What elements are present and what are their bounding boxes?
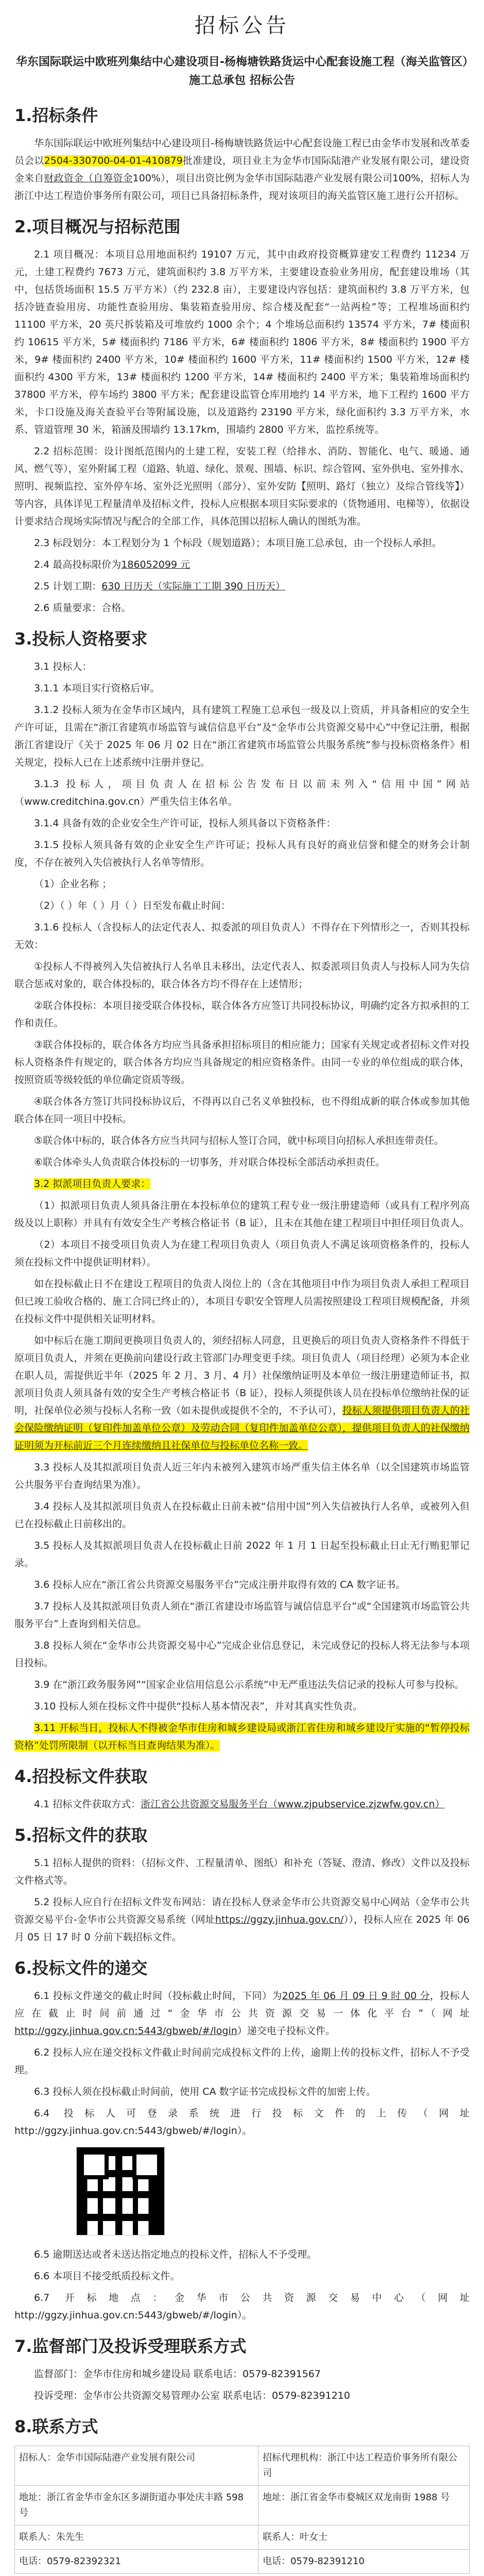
s4-p1: 4.1 招标文件获取方式：浙江省公共资源交易服务平台（www.zjpubservice.zjzwfw.gov.cn） bbox=[34, 1799, 445, 1810]
s6-p2: 6.2 投标人应在递交投标文件截止时间前完成投标文件的上传，逾期上传的投标文件，招标人不予受理。 bbox=[14, 2047, 470, 2076]
contact-cell: 地址：浙江省金华市婺城区双龙南街 1988 号 bbox=[258, 2486, 470, 2526]
contact-cell: 电话：0579-82391210 bbox=[258, 2550, 470, 2574]
s3-p8: （2）（ ）年（ ）月（ ）日至发布截止时间： bbox=[34, 900, 231, 911]
s3-p4: 3.1.3 投标人，项目负责人在招标公告发布日以前未列入“信用中国”网站（www.creditchina.gov.cn）严重失信主体名单。 bbox=[14, 778, 470, 807]
s3-hl1: 3.2 拟派项目负责人要求： bbox=[34, 1178, 151, 1190]
contact-cell: 招标人：金华市国际陆港产业发展有限公司 bbox=[15, 2446, 258, 2486]
s6-p3: 6.3 投标人须在投标截止时间前，使用 CA 数字证书完成投标文件的加密上传。 bbox=[34, 2086, 376, 2097]
section-heading-5: 5.招标文件的获取 bbox=[14, 1825, 148, 1845]
s3-p21: 3.4 投标人及其拟派项目负责人在投标截止日前未被“信用中国”列入失信被执行人名单，或被列入但已在投标截止日前移出的。 bbox=[14, 1501, 470, 1530]
s2-p5: 2.5 计划工期：630 日历天（实际施工工期 390 日历天） bbox=[34, 581, 285, 592]
s3-p12: ③联合体投标的，联合体各方均应当具备承担招标项目的相应能力；国家有关规定或者招标文件对投标人资格条件有规定的，联合体各方均应当具备规定的相应资格条件。由同一专业的单位组成的联合体，按照资质等级较低的单位确定资质等级。 bbox=[14, 1039, 470, 1086]
qr-code[interactable] bbox=[76, 2147, 165, 2235]
section-heading-6: 6.投标文件的递交 bbox=[14, 1958, 148, 1978]
s3-p18: 如在投标截止日不在建设工程项目的负责人岗位上的（含在其他项目中作为项目负责人承担工程项目但已竣工验收合格的、施工合同已终止的），本项目专职安全管理人员需按照建设工程项目规模配备，并须在投标文件中提供相关证明材料。 bbox=[14, 1278, 470, 1325]
page-title: 招标公告 bbox=[195, 14, 289, 38]
s7-p1: 监督部门：金华市住房和城乡建设局 联系电话：0579-82391567 bbox=[34, 2368, 321, 2380]
s3-p19: 如中标后在施工期间更换项目负责人的，须经招标人同意，且更换后的项目负责人资格条件不得低于原项目负责人，并须在更换前向建设行政主管部门办理变更手续。项目负责人（项目经理）必须为本企业在职人员，需提供近半年（2025 年 2 月、3 月、4 月）社保缴纳证明及本单位一级注册建造师证书，拟派项目负责人须具备有效的安全生产考核合格证书（B 证），投标人须提供该人员在投标单位缴纳社保的证明，社保单位必须与投标人名称一致（如未提供或提供不全的，不予认可），投标人须提供项目负责人的社会保险缴纳证明（复印件加盖单位公章）及劳动合同（复印件加盖单位公章），提供项目负责人的社保缴纳证明须为开标前近三个月连续缴纳且社保单位与投标单位名称一致。 bbox=[14, 1335, 470, 1451]
s2-p2: 2.2 招标范围：设计图纸范围内的土建工程，安装工程（给排水、消防、智能化、电气、暖通、通风、燃气等），室外附属工程（道路、轨道、绿化、景观、围墙、标识、综合管网、室外供电、室外排水、照明、视频监控、室外停车场、室外泛光照明（部分）、室外安防【照明、路灯（独立）及综合管线等】）等内容，具体详见工程量清单及招标文件，投标人应根据本项目实际要求的（货物通用、电梯等），依据设计要求结合现场实际情况与配合的全部工作，具体范围以招标人确认的图纸为准。 bbox=[14, 446, 470, 527]
contact-row bbox=[15, 2550, 470, 2574]
s3-p26: 3.9 在“浙江政务服务网”“国家企业信用信息公示系统”中无严重违法失信记录的投标人可参与投标。 bbox=[34, 1679, 464, 1690]
s3-p13: ④联合体各方签订共同投标协议后，不得再以自己名义单独投标，也不得组成新的联合体或参加其他联合体在同一项目中投标。 bbox=[14, 1096, 470, 1125]
s3-p16: （1）拟派项目负责人须具备注册在本投标单位的建筑工程专业一级注册建造师（或具有工程序列高级及以上职称）并具有有效安全生产考核合格证书（B 证），且未在其他在建工程项目中担任项目负责人。 bbox=[14, 1200, 470, 1229]
s2-p1: 2.1 项目概况：本项目总用地面积约 19107 万元，其中由政府投资概算建安工程费约 11234 万元，土建工程费约 7673 万元，建筑面积约 3.8 万平方米，主要建设查验业务用房，配套建设堆场（其中，包括货场面积 15.5 万平方米）（约 232.8 亩），主要建设内容包括：建筑面积约 3.8 万平方米，包括冷链查验用房、功能性查验用房、集装箱查验用房、综合楼及配套“一站两检”等；工程堆场面积约 11100 平方米，20 英尺拆装箱及可堆放约 1000 余个；4 个堆场总面积约 13574 平方米，7# 楼面积约 10615 平方米，5# 楼面积约 7186 平方米，6# 楼面积约 1806 平方米，8# 楼面积约 1900 平方米，9# 楼面积约 2400 平方米，10# 楼面积约 1600 平方米，11# 楼面积约 1500 平方米，12# 楼面积约 4300 平方米，13# 楼面积约 1200 平方米，14# 楼面积约 2400 平方米；集装箱堆场面积约 37800 平方米，停车场约 3800 平方米；配套建设监管仓库用地约 14 平方米，地下工程约 1600 平方米，卡口设施及海关查验平台等附属设施，以及道路约 23190 平方米，绿化面积约 3.3 万平方米，水系、管道管理 30 米，箱涵及围墙约 13.17km，围墙约 2800 平方米，监控系统等。 bbox=[14, 249, 470, 435]
s3-p14: ⑤联合体中标的，联合体各方应当共同与招标人签订合同，就中标项目向招标人承担连带责任。 bbox=[34, 1135, 444, 1146]
s3-p2: 3.1.1 本项目实行资格后审。 bbox=[34, 683, 160, 694]
s6-p1: 6.1 投标文件递交的截止时间（投标截止时间，下同）为2025 年 06 月 09 日 9 时 00 分，投标人应在截止时间前通过“金华市公共资源交易一体化平台”（网址http://ggzy.jinhua.gov.cn:5443/gbweb/#/login）递交电子投标文件。 bbox=[14, 1990, 470, 2037]
s3-p5: 3.1.4 具备有效的企业安全生产许可证，投标人须具备以下资格条件： bbox=[34, 818, 336, 829]
s3-p7: （1）企业名称 ； bbox=[34, 878, 112, 890]
s3-p1: 3.1 投标人： bbox=[34, 661, 92, 672]
section-heading-4: 4.招投标文件获取 bbox=[14, 1767, 148, 1786]
s3-p27: 3.10 投标人须在投标文件中提供“投标人基本情况表”，并对其真实性负责。 bbox=[34, 1701, 363, 1712]
s3-p20: 3.3 投标人及其拟派项目负责人近三年内未被列入建筑市场严重失信主体名单（以全国建筑市场监管公共服务平台查询结果为准）。 bbox=[14, 1462, 470, 1490]
s2-p3: 2.3 标段划分：本工程划分为 1 个标段（规划道路）；本项目施工总承包，由一个投标人承担。 bbox=[34, 537, 442, 549]
s3-p24: 3.7 投标人及其拟派项目负责人须在“浙江省建设市场监管与诚信信息平台”或“全国建筑市场监管公共服务平台”上查询到相关信息。 bbox=[14, 1601, 470, 1630]
s3-p25: 3.8 投标人须在“金华市公共资源交易中心”完成企业信息登记，未完成登记的投标人将无法参与本项目投标。 bbox=[14, 1640, 470, 1669]
contact-cell: 电话：0579-82392321 bbox=[15, 2550, 258, 2574]
s6-p7: 6.7 开标地点：金华市公共资源交易中心（网址 http://ggzy.jinhua.gov.cn:5443/gbweb/#/login）。 bbox=[14, 2292, 470, 2321]
s3-p15: ⑥联合体牵头人负责联合体投标的一切事务，并对联合体投标全部活动承担责任。 bbox=[34, 1157, 386, 1168]
s4-link[interactable]: 浙江省公共资源交易服务平台（www.zjpubservice.zjzwfw.gov.cn） bbox=[141, 1799, 445, 1810]
section-heading-7: 7.监督部门及投诉受理联系方式 bbox=[14, 2336, 247, 2356]
s3-p10: ①投标人不得被列入失信被执行人名单且未移出，法定代表人、拟委派项目负责人与投标人同为失信联合惩戒对象的，联合体投标的，联合体各方均不得存在上述情形； bbox=[14, 961, 470, 990]
s2-p6: 2.6 质量要求：合格。 bbox=[34, 602, 131, 614]
section-heading-1: 1.招标条件 bbox=[14, 106, 98, 125]
contact-cell: 招标代理机构：浙江中达工程造价事务所有限公司 bbox=[258, 2446, 470, 2486]
contact-cell: 地址：浙江省金华市金东区多湖街道办事处庆丰路 598 号 bbox=[15, 2486, 258, 2526]
s5-p1: 5.1 招标人提供的资料：（招标文件、工程量清单、图纸）和补充（答疑、澄清、修改）文件以及投标文件格式等。 bbox=[14, 1857, 470, 1886]
s5-p2: 5.2 投标人应自行在招标文件发布网站：请在投标人登录金华市公共资源交易中心网站（金华市公共资源交易平台-金华市公共资源交易系统（网址https://ggzy.jinhua.gov.cn/）），投标人应在 2025 年 06 月 05 日 17 时 0 分前下载招标文件。 bbox=[14, 1896, 470, 1943]
s2-p4: 2.4 最高投标限价为186052099 元 bbox=[34, 559, 191, 570]
contact-row bbox=[15, 2526, 470, 2550]
section-heading-2: 2.项目概况与招标范围 bbox=[14, 217, 181, 236]
s3-p23: 3.6 投标人应在“浙江省公共资源交易服务平台”完成注册并取得有效的 CA 数字证书。 bbox=[34, 1579, 406, 1590]
s6-p5: 6.5 逾期送达或者未送达指定地点的投标文件，招标人不予受理。 bbox=[34, 2249, 317, 2260]
s3-p9: 3.1.6 投标人（含投标人的法定代表人、拟委派的项目负责人）不得存在下列情形之一，否则其投标无效： bbox=[14, 922, 470, 951]
contact-cell: 联系人：朱先生 bbox=[15, 2526, 258, 2550]
s7-p2: 投诉受理：金华市公共资源交易管理办公室 联系电话：0579-82391210 bbox=[34, 2390, 350, 2401]
s3-hl2: 3.11 开标当日，投标人不得被金华市住房和城乡建设局或浙江省住房和城乡建设厅实施的“暂停投标资格”处罚所限制（以开标当日查询结果为准）。 bbox=[14, 1722, 470, 1751]
project-subtitle: 华东国际联运中欧班列集结中心建设项目-杨梅塘铁路货运中心配套设施工程（海关监管区）施工总承包 招标公告 bbox=[15, 56, 469, 87]
s3-p22: 3.5 投标人及其拟派项目负责人在投标截止日前 2022 年 1 月 1 日起至投标截止日止无行贿犯罪记录。 bbox=[14, 1540, 470, 1569]
s6-link[interactable]: http://ggzy.jinhua.gov.cn:5443/gbweb/#/login bbox=[14, 2025, 237, 2037]
contact-row bbox=[15, 2446, 470, 2486]
s3-p17: （2）本项目不接受项目负责人为在建工程项目负责人（项目负责人不满足该项资格条件的，投标人须在投标文件中提供证明材料）。 bbox=[14, 1239, 470, 1268]
s3-p6: 3.1.5 投标人须具备有效的企业安全生产许可证；投标人具有良好的商业信誉和健全的财务会计制度，不存在被列入失信被执行人名单等情形。 bbox=[14, 839, 470, 868]
contact-table bbox=[14, 2446, 470, 2574]
section-heading-3: 3.投标人资格要求 bbox=[14, 629, 148, 649]
s5-link[interactable]: https://ggzy.jinhua.gov.cn/ bbox=[215, 1914, 344, 1925]
s6-p4: 6.4 投标人可登录系统进行投标文件的上传（网址 http://ggzy.jinhua.gov.cn:5443/gbweb/#/login）。 bbox=[14, 2108, 470, 2137]
s3-p11: ②联合体投标：本项目接受联合体投标，联合体各方应签订共同投标协议，明确约定各方拟承担的工作和责任。 bbox=[14, 1000, 470, 1029]
contact-cell: 联系人：叶女士 bbox=[258, 2526, 470, 2550]
s6-p6: 6.6 本项目不接受纸质投标文件。 bbox=[34, 2270, 180, 2282]
contact-row bbox=[15, 2486, 470, 2526]
s1-paragraph: 华东国际联运中欧班列集结中心建设项目-杨梅塘铁路货运中心配套设施工程已由金华市发展和改革委员会以2504-330700-04-01-410879批准建设，项目业主为金华市国际陆港产业发展有限公司，建设资金来自财政资金（自筹资金100%），项目出资比例为金华市国际陆港产业发展有限公司100%，招标人为浙江中达工程造价事务所有限公司，项目已具备招标条件，现对该项目的海关监管区施工进行公开招标。 bbox=[14, 138, 470, 201]
section-heading-8: 8.联系方式 bbox=[14, 2417, 98, 2436]
s3-p3: 3.1.2 投标人须为在金华市区域内，具有建筑工程施工总承包一级及以上资质，并具备相应的安全生产许可证，且需在“浙江省建筑市场监管与诚信信息平台”及“金华市公共资源交易中心”中登记注册，根据浙江省建设厅《关于 2025 年 06 月 02 日在“浙江省建筑市场监管公共服务系统”参与投标资格条件》相关规定，投标人已在上述系统中注册并登记。 bbox=[14, 704, 470, 768]
